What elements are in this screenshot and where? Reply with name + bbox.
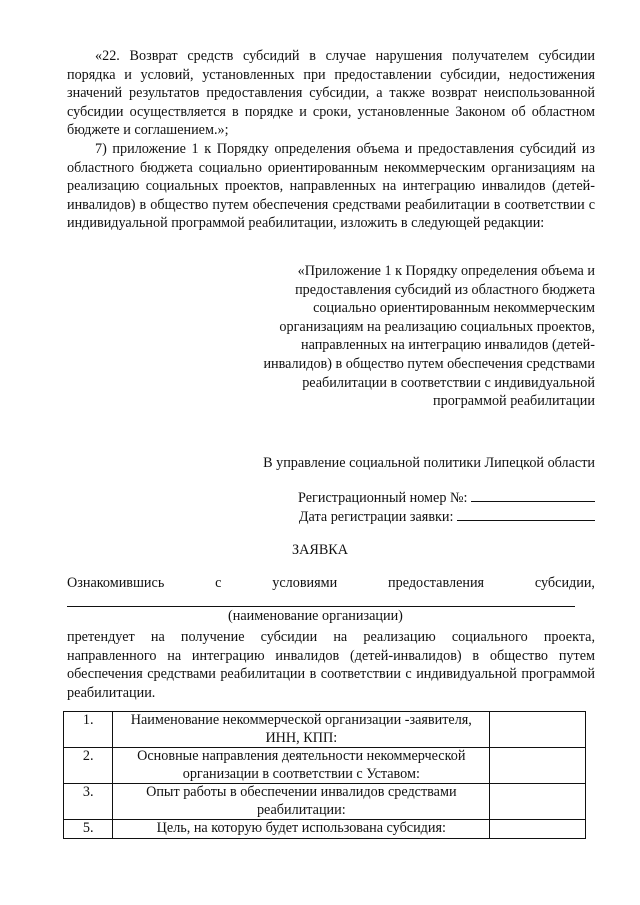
appendix-header: «Приложение 1 к Порядку определения объема и предоставления субсидий из областного бюджета социально ориентированным некоммерческим организациям на реализацию социальных проектов, направленных на интеграцию инвалидов (детей-инвалидов) в общество путем обеспечения средствами реабилитации в соответствии с индивидуальной программой реабилитации	[263, 263, 595, 410]
table-row	[64, 784, 586, 820]
table-row	[64, 820, 586, 839]
intro-line	[67, 574, 595, 593]
organization-caption: (наименование организации)	[228, 608, 403, 624]
paragraph-22: «22. Возврат средств субсидий в случае нарушения получателем субсидии порядка и условий, установленных при предоставлении субсидии, недостижения значений результатов предоставления субсидии, а также возврат неиспользованной субсидии осуществляется в порядке и сроки, установленные Законом об областном бюджете и соглашением.»;	[67, 48, 595, 139]
row-number: 1.	[64, 712, 113, 748]
registration-date	[299, 506, 595, 527]
row-description: Основные направления деятельности некоммерческой организации в соответствии с Уставом:	[113, 748, 490, 784]
registration-number-blank[interactable]	[471, 487, 595, 502]
page-title: ЗАЯВКА	[292, 542, 348, 558]
table-row	[64, 712, 586, 748]
row-value-cell[interactable]	[490, 820, 586, 839]
intro-word: предоставления	[388, 575, 485, 591]
registration-number-label: Регистрационный номер №:	[298, 490, 468, 506]
intro-word: субсидии,	[534, 575, 595, 591]
registration-date-blank[interactable]	[457, 506, 595, 521]
row-number: 3.	[64, 784, 113, 820]
table-row	[64, 748, 586, 784]
intro-word: с	[215, 575, 222, 591]
addressee: В управление социальной политики Липецкой области	[263, 455, 595, 471]
row-number: 2.	[64, 748, 113, 784]
row-value-cell[interactable]	[490, 784, 586, 820]
row-description: Наименование некоммерческой организации -заявителя, ИНН, КПП:	[113, 712, 490, 748]
claim-paragraph: претендует на получение субсидии на реализацию социального проекта, направленного на интеграцию инвалидов (детей-инвалидов) в общество путем обеспечения средствами реабилитации в соответствии с индивидуальной программой реабилитации.	[67, 629, 595, 701]
registration-date-label: Дата регистрации заявки:	[298, 509, 454, 525]
row-value-cell[interactable]	[490, 712, 586, 748]
row-value-cell[interactable]	[490, 748, 586, 784]
application-table	[63, 711, 586, 839]
intro-word: условиями	[272, 575, 338, 591]
row-number: 5.	[64, 820, 113, 839]
row-description: Цель, на которую будет использована субсидия:	[113, 820, 490, 839]
row-description: Опыт работы в обеспечении инвалидов средствами реабилитации:	[113, 784, 490, 820]
paragraph-7: 7) приложение 1 к Порядку определения объема и предоставления субсидий из областного бюджета социально ориентированным некоммерческим организациям на реализацию социальных проектов, направленных на интеграцию инвалидов (детей-инвалидов) в общество путем обеспечения средствами реабилитации в соответствии с индивидуальной программой реабилитации, изложить в следующей редакции:	[67, 141, 595, 232]
intro-word: Ознакомившись	[67, 575, 165, 591]
registration-number	[298, 487, 595, 508]
